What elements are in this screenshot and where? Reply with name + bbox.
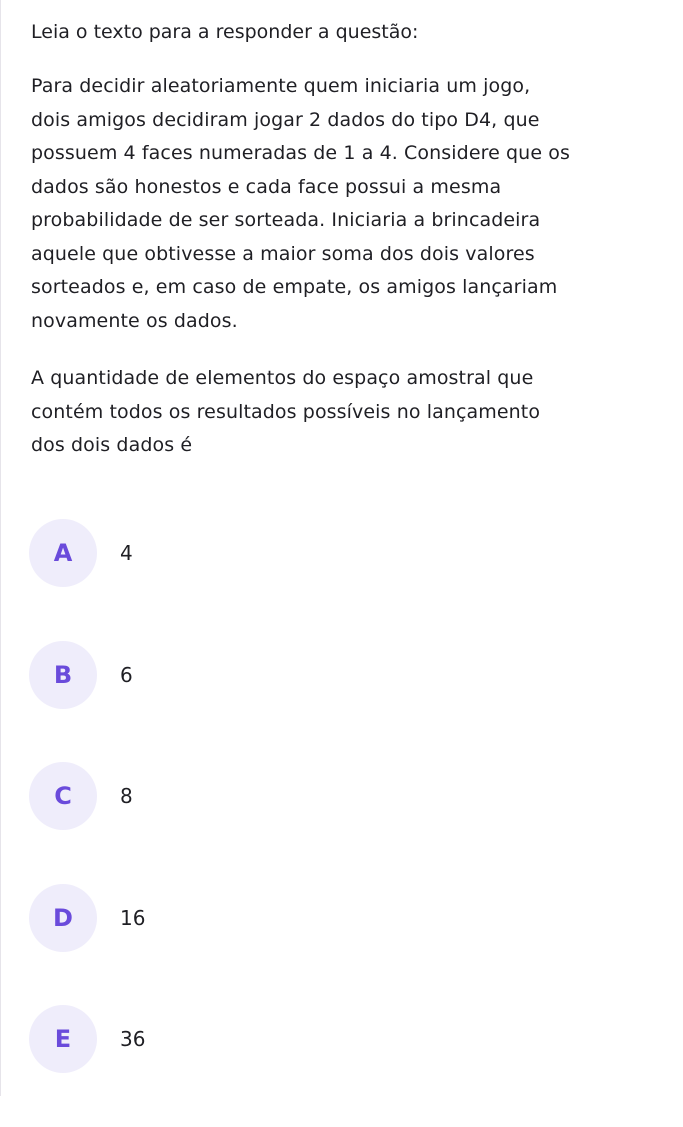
option-b[interactable]	[29, 641, 669, 709]
option-c[interactable]	[29, 762, 669, 830]
option-text: 4	[120, 541, 133, 565]
option-d[interactable]	[29, 884, 669, 952]
option-letter-badge: E	[29, 1005, 97, 1073]
question-instruction: Leia o texto para a responder a questão:	[31, 21, 419, 43]
question-prompt: A quantidade de elementos do espaço amostral que contém todos os resultados possíveis no lançamento dos dois dados é	[31, 367, 541, 456]
answer-options	[29, 519, 669, 1127]
question-context: Para decidir aleatoriamente quem iniciaria um jogo, dois amigos decidiram jogar 2 dados do tipo D4, que possuem 4 faces numeradas de 1 a 4. Considere que os dados são honestos e cada face possui a mesma probabilidade de ser sorteada. Iniciaria a brincadeira aquele que obtivesse a maior soma dos dois valores sorteados e, em caso de empate, os amigos lançariam novamente os dados.	[31, 75, 570, 332]
option-text: 16	[120, 905, 146, 930]
option-a[interactable]	[29, 519, 669, 587]
option-letter-badge: D	[29, 884, 97, 952]
option-letter-badge: A	[29, 519, 97, 587]
option-letter-badge: C	[29, 762, 97, 830]
option-text: 36	[120, 1027, 146, 1051]
option-letter-badge: B	[29, 641, 97, 709]
option-e[interactable]	[29, 1005, 669, 1073]
option-text: 6	[120, 662, 133, 687]
option-text: 8	[120, 784, 133, 808]
